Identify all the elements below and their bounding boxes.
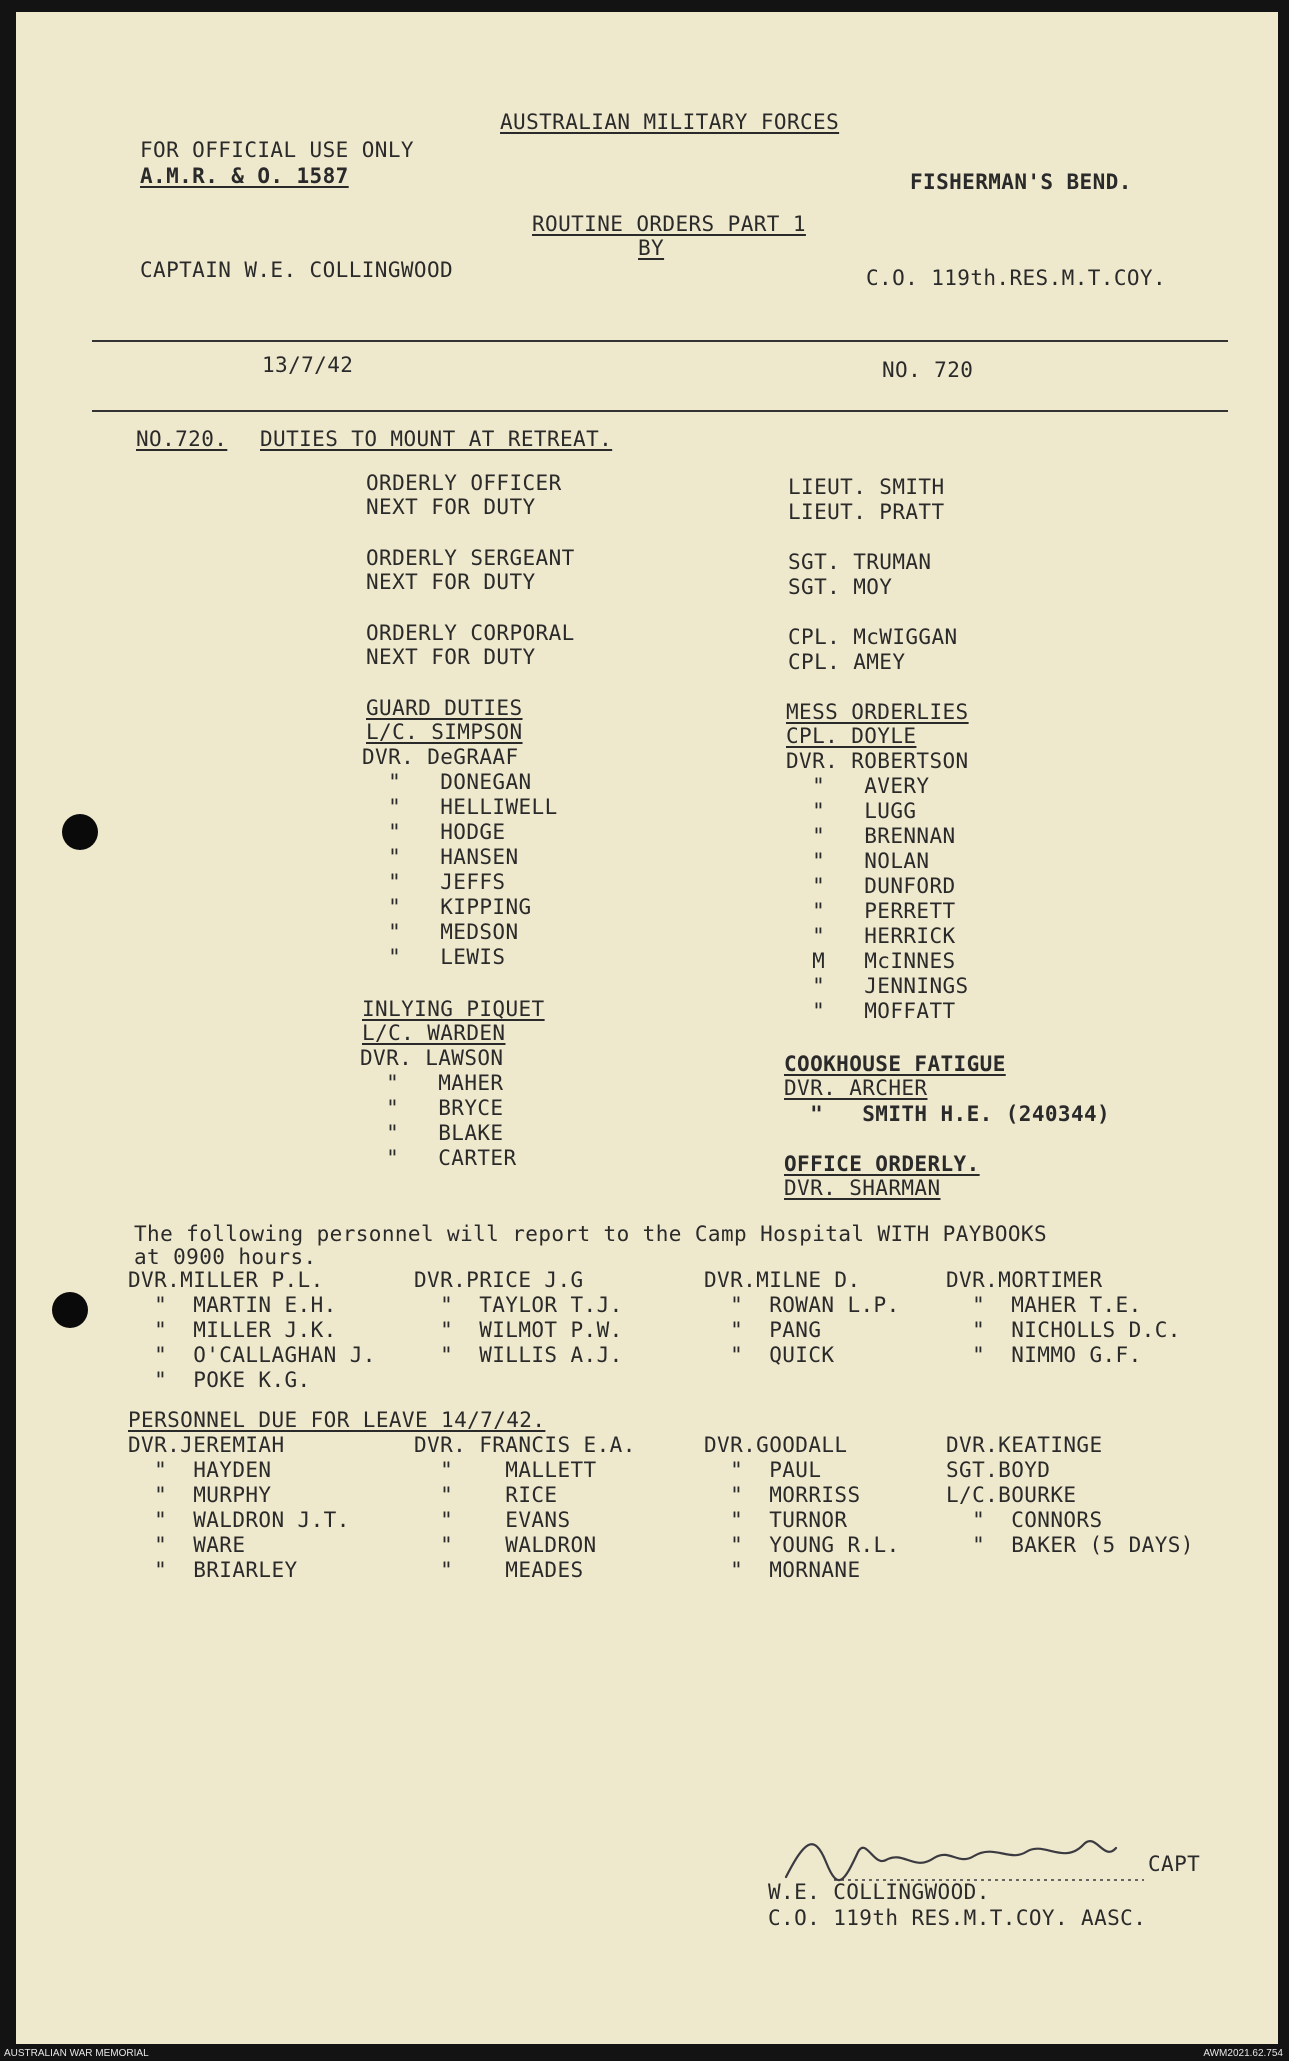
duty-role: NEXT FOR DUTY bbox=[366, 495, 536, 519]
document-title: ROUTINE ORDERS PART 1 bbox=[532, 212, 806, 236]
mess-row: DVR. ROBERTSON bbox=[786, 749, 969, 773]
leave-entry: " RICE bbox=[414, 1483, 558, 1507]
hospital-instruction: The following personnel will report to the Camp Hospital WITH PAYBOOKS bbox=[134, 1222, 1048, 1246]
leave-entry: " CONNORS bbox=[946, 1508, 1103, 1532]
divider bbox=[92, 410, 1228, 412]
piquet-row: " CARTER bbox=[360, 1146, 517, 1170]
hospital-entry: " O'CALLAGHAN J. bbox=[128, 1343, 376, 1367]
leave-entry: " HAYDEN bbox=[128, 1458, 272, 1482]
leave-entry: " WALDRON bbox=[414, 1533, 597, 1557]
guard-heading: GUARD DUTIES bbox=[366, 696, 523, 720]
hospital-entry: DVR.MILNE D. bbox=[704, 1268, 861, 1292]
hospital-entry: " MARTIN E.H. bbox=[128, 1293, 337, 1317]
leave-entry: " WALDRON J.T. bbox=[128, 1508, 350, 1532]
footer-archive-name: AUSTRALIAN WAR MEMORIAL bbox=[4, 2048, 149, 2059]
hospital-entry: DVR.MORTIMER bbox=[946, 1268, 1103, 1292]
guard-row: " KIPPING bbox=[362, 895, 532, 919]
guard-row: " LEWIS bbox=[362, 945, 506, 969]
hospital-entry: " QUICK bbox=[704, 1343, 835, 1367]
guard-row: " MEDSON bbox=[362, 920, 519, 944]
mess-row: " BRENNAN bbox=[786, 824, 956, 848]
leave-entry: SGT.BOYD bbox=[946, 1458, 1051, 1482]
hospital-entry: " NICHOLLS D.C. bbox=[946, 1318, 1181, 1342]
guard-row: " HODGE bbox=[362, 820, 506, 844]
signatory-name: W.E. COLLINGWOOD. bbox=[768, 1880, 990, 1904]
hospital-entry: DVR.MILLER P.L. bbox=[128, 1268, 324, 1292]
hospital-entry: " MAHER T.E. bbox=[946, 1293, 1142, 1317]
leave-entry: " EVANS bbox=[414, 1508, 571, 1532]
guard-row: " DONEGAN bbox=[362, 770, 532, 794]
piquet-row: " MAHER bbox=[360, 1071, 504, 1095]
guard-row: DVR. DeGRAAF bbox=[362, 745, 519, 769]
duty-name: CPL. AMEY bbox=[788, 650, 906, 674]
hospital-time: at 0900 hours. bbox=[134, 1245, 317, 1269]
guard-row: " HELLIWELL bbox=[362, 795, 558, 819]
leave-entry: " MORRISS bbox=[704, 1483, 861, 1507]
office-lead: DVR. SHARMAN bbox=[784, 1176, 941, 1200]
mess-row: M McINNES bbox=[786, 949, 956, 973]
leave-entry: " MEADES bbox=[414, 1558, 584, 1582]
hospital-entry: DVR.PRICE J.G bbox=[414, 1268, 584, 1292]
hospital-entry: " NIMMO G.F. bbox=[946, 1343, 1142, 1367]
footer-accession-number: AWM2021.62.754 bbox=[1203, 2048, 1283, 2059]
leave-entry: DVR.GOODALL bbox=[704, 1433, 848, 1457]
cookhouse-lead: DVR. ARCHER bbox=[784, 1076, 928, 1100]
mess-row: " MOFFATT bbox=[786, 999, 956, 1023]
piquet-heading: INLYING PIQUET bbox=[362, 997, 545, 1021]
issuer: CAPTAIN W.E. COLLINGWOOD bbox=[140, 258, 454, 282]
section-title: DUTIES TO MOUNT AT RETREAT. bbox=[260, 427, 613, 451]
hospital-entry: " WILLIS A.J. bbox=[414, 1343, 623, 1367]
piquet-lead: L/C. WARDEN bbox=[362, 1021, 506, 1045]
mess-lead: CPL. DOYLE bbox=[786, 724, 917, 748]
guard-row: " JEFFS bbox=[362, 870, 506, 894]
leave-entry: " BRIARLEY bbox=[128, 1558, 298, 1582]
duty-role: ORDERLY SERGEANT bbox=[366, 546, 575, 570]
order-number: NO. 720 bbox=[882, 358, 974, 382]
hospital-entry: " ROWAN L.P. bbox=[704, 1293, 900, 1317]
leave-entry: " TURNOR bbox=[704, 1508, 848, 1532]
duty-name: LIEUT. PRATT bbox=[788, 500, 945, 524]
signatory-rank: CAPT bbox=[1148, 1852, 1201, 1876]
order-date: 13/7/42 bbox=[262, 353, 354, 377]
hospital-entry: " PANG bbox=[704, 1318, 822, 1342]
punch-hole bbox=[62, 814, 98, 850]
leave-entry: DVR.JEREMIAH bbox=[128, 1433, 285, 1457]
by-line: BY bbox=[638, 236, 665, 260]
cookhouse-row: " SMITH H.E. (240344) bbox=[784, 1102, 1111, 1126]
hospital-entry: " POKE K.G. bbox=[128, 1368, 311, 1392]
duty-name: SGT. TRUMAN bbox=[788, 550, 932, 574]
guard-row: " HANSEN bbox=[362, 845, 519, 869]
reference-number: A.M.R. & O. 1587 bbox=[140, 164, 349, 188]
leave-entry: " WARE bbox=[128, 1533, 246, 1557]
mess-row: " PERRETT bbox=[786, 899, 956, 923]
leave-entry: " BAKER (5 DAYS) bbox=[946, 1533, 1194, 1557]
location: FISHERMAN'S BEND. bbox=[910, 170, 1132, 194]
leave-heading: PERSONNEL DUE FOR LEAVE 14/7/42. bbox=[128, 1408, 546, 1432]
leave-entry: " MALLETT bbox=[414, 1458, 597, 1482]
org-heading: AUSTRALIAN MILITARY FORCES bbox=[500, 110, 840, 134]
hospital-entry: " WILMOT P.W. bbox=[414, 1318, 623, 1342]
unit: C.O. 119th.RES.M.T.COY. bbox=[866, 266, 1166, 290]
mess-row: " HERRICK bbox=[786, 924, 956, 948]
leave-entry: " MURPHY bbox=[128, 1483, 272, 1507]
piquet-row: DVR. LAWSON bbox=[360, 1046, 504, 1070]
document-page bbox=[16, 12, 1278, 2044]
mess-row: " AVERY bbox=[786, 774, 930, 798]
duty-name: SGT. MOY bbox=[788, 575, 893, 599]
leave-entry: DVR. FRANCIS E.A. bbox=[414, 1433, 636, 1457]
mess-row: " DUNFORD bbox=[786, 874, 956, 898]
divider bbox=[92, 340, 1228, 342]
duty-role: NEXT FOR DUTY bbox=[366, 645, 536, 669]
mess-row: " JENNINGS bbox=[786, 974, 969, 998]
guard-lead: L/C. SIMPSON bbox=[366, 720, 523, 744]
duty-role: ORDERLY OFFICER bbox=[366, 471, 562, 495]
mess-row: " LUGG bbox=[786, 799, 917, 823]
duty-role: NEXT FOR DUTY bbox=[366, 570, 536, 594]
duty-name: CPL. McWIGGAN bbox=[788, 625, 958, 649]
hospital-entry: " MILLER J.K. bbox=[128, 1318, 337, 1342]
leave-entry: " MORNANE bbox=[704, 1558, 861, 1582]
duty-role: ORDERLY CORPORAL bbox=[366, 621, 575, 645]
mess-heading: MESS ORDERLIES bbox=[786, 700, 969, 724]
leave-entry: L/C.BOURKE bbox=[946, 1483, 1077, 1507]
punch-hole bbox=[52, 1292, 88, 1328]
cookhouse-heading: COOKHOUSE FATIGUE bbox=[784, 1052, 1006, 1076]
leave-entry: " YOUNG R.L. bbox=[704, 1533, 900, 1557]
leave-entry: " PAUL bbox=[704, 1458, 822, 1482]
piquet-row: " BRYCE bbox=[360, 1096, 504, 1120]
office-heading: OFFICE ORDERLY. bbox=[784, 1152, 980, 1176]
signatory-unit: C.O. 119th RES.M.T.COY. AASC. bbox=[768, 1906, 1147, 1930]
piquet-row: " BLAKE bbox=[360, 1121, 504, 1145]
hospital-entry: " TAYLOR T.J. bbox=[414, 1293, 623, 1317]
section-number: NO.720. bbox=[136, 427, 228, 451]
classification: FOR OFFICIAL USE ONLY bbox=[140, 138, 414, 162]
leave-entry: DVR.KEATINGE bbox=[946, 1433, 1103, 1457]
duty-name: LIEUT. SMITH bbox=[788, 475, 945, 499]
mess-row: " NOLAN bbox=[786, 849, 930, 873]
